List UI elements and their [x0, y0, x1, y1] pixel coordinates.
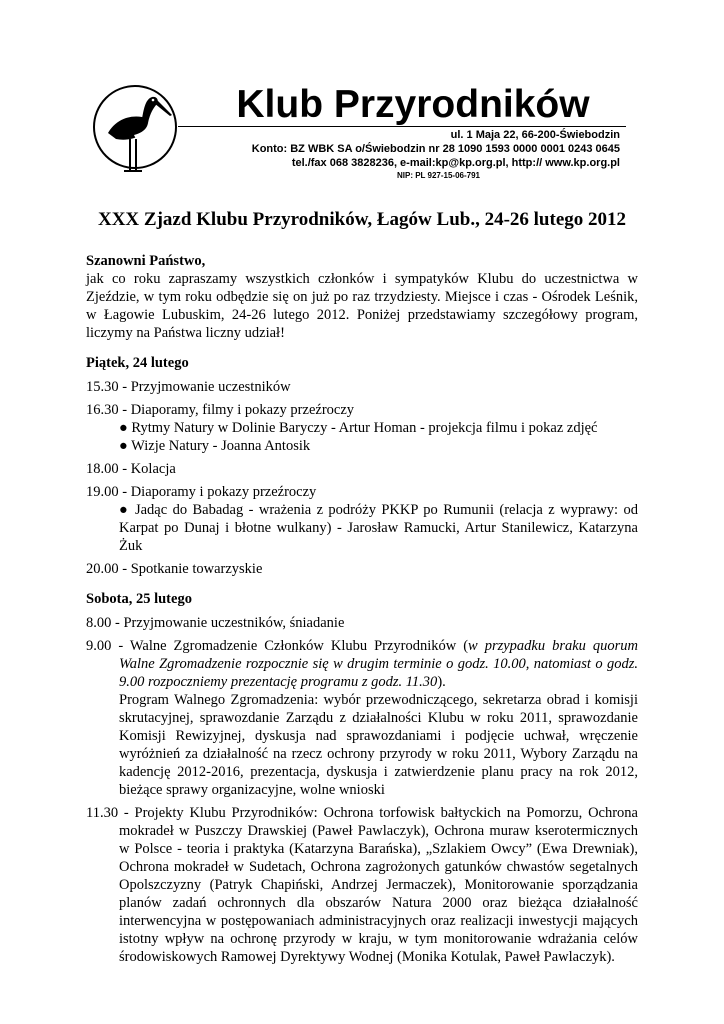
stork-logo-icon [90, 85, 182, 185]
letterhead-rule [178, 126, 626, 127]
greeting: Szanowni Państwo, [86, 253, 206, 269]
nip: NIP: PL 927-15-06-791 [396, 171, 480, 180]
address: ul. 1 Maja 22, 66-200-Świebodzin [450, 129, 620, 141]
contact-block [180, 128, 620, 181]
general-assembly-close: ). [437, 674, 446, 690]
bullet-item: ● Jadąc do Babadag - wrażenia z podróży PKKP po Rumunii (relacja z wyprawy: od Karpat po Dunaj i błotne wulkany) - Jarosław Ramucki, Artur Stanilewicz, Katarzyna Żuk [119, 502, 638, 554]
intro-paragraph: jak co roku zapraszamy wszystkich członków i sympatyków Klubu do uczestnictwa w Zjeździe, w tym roku odbędzie się on już po raz trzydziesty. Miejsce i czas - Ośrodek Leśnik, w Łagowie Lubuskim, 24-26 lutego 2012. Poniżej przedstawiamy szczegółowy program, liczymy na Państwa liczny udział! [86, 271, 638, 341]
friday-item: 15.30 - Przyjmowanie uczestników [86, 379, 291, 395]
friday-item: 20.00 - Spotkanie towarzyskie [86, 561, 263, 577]
saturday-item [86, 637, 638, 691]
quorum-note: w przypadku braku quorum Walne Zgromadzenie rozpocznie się w drugim terminie o godz. 10.00, natomiast o godz. 9.00 rozpoczniemy prezentację programu z godz. 11.30 [119, 638, 638, 690]
friday-item [86, 401, 638, 455]
document-body [86, 208, 638, 971]
saturday-item: 8.00 - Przyjmowanie uczestników, śniadanie [86, 615, 345, 631]
friday-item-text: 19.00 - Diaporamy i pokazy przeźroczy [86, 484, 317, 500]
bullet-item: ● Rytmy Natury w Dolinie Baryczy - Artur Homan - projekcja filmu i pokaz zdjęć [119, 420, 598, 436]
friday-item [86, 483, 638, 555]
saturday-item: 11.30 - Projekty Klubu Przyrodników: Ochrona torfowisk bałtyckich na Pomorzu, Ochrona mokradeł w Puszczy Drawskiej (Paweł Pawlaczyk), Ochrona muraw kserotermicznych w Polsce - teoria i praktyka (Katarzyna Barańska), „Szlakiem Owcy” (Ewa Drewniak), Ochrona mokradeł w Sudetach, Ochrona zagrożonych gatunków chwastów segetalnych Opolszczyzny (Patryk Chapiński, Andrzej Jermaczek), Monitorowanie sporządzania planów zadań ochronnych dla obszarów Natura 2000 oraz bieżąca działalność interwencyjna w postępowaniach administracyjnych oraz realizacji inwestycji mających istotny wpływ na ochronę przyrody w kraju, w tym monitorowanie wdrażania celów środowiskowych Ramowej Dyrektywy Wodnej (Monika Kotulak, Paweł Pawlaczyk). [86, 805, 638, 965]
friday-heading: Piątek, 24 lutego [86, 355, 189, 371]
club-name: Klub Przyrodników [236, 83, 590, 126]
friday-item: 18.00 - Kolacja [86, 461, 176, 477]
bank-account: Konto: BZ WBK SA o/Świebodzin nr 28 1090 1593 0000 0001 0243 0645 [251, 143, 620, 155]
friday-item-text: 16.30 - Diaporamy, filmy i pokazy przeźroczy [86, 402, 355, 418]
general-assembly-lead: 9.00 - Walne Zgromadzenie Członków Klubu Przyrodników ( [86, 638, 469, 654]
saturday-heading: Sobota, 25 lutego [86, 591, 192, 607]
document-title: XXX Zjazd Klubu Przyrodników, Łagów Lub., 24-26 lutego 2012 [97, 209, 627, 230]
bullet-item: ● Wizje Natury - Joanna Antosik [119, 438, 311, 454]
general-assembly-program: Program Walnego Zgromadzenia: wybór przewodniczącego, sekretarza obrad i komisji skrutacyjnej, sprawozdanie Zarządu z działalności Klubu w roku 2011, sprawozdanie Komisji Rewizyjnej, dyskusja nad sprawozdaniami i podjęcie uchwał, wręczenie wyróżnień za działalność na rzecz ochrony przyrody w roku 2011, Wybory Zarządu na kadencję 2012-2016, prezentacja, dyskusja i zatwierdzenie planu pracy na rok 2012, bieżące sprawy organizacyjne, wolne wnioski [119, 692, 638, 798]
phone-email-web: tel./fax 068 3828236, e-mail:kp@kp.org.pl, http:// www.kp.org.pl [291, 157, 620, 169]
letterhead [0, 0, 724, 190]
